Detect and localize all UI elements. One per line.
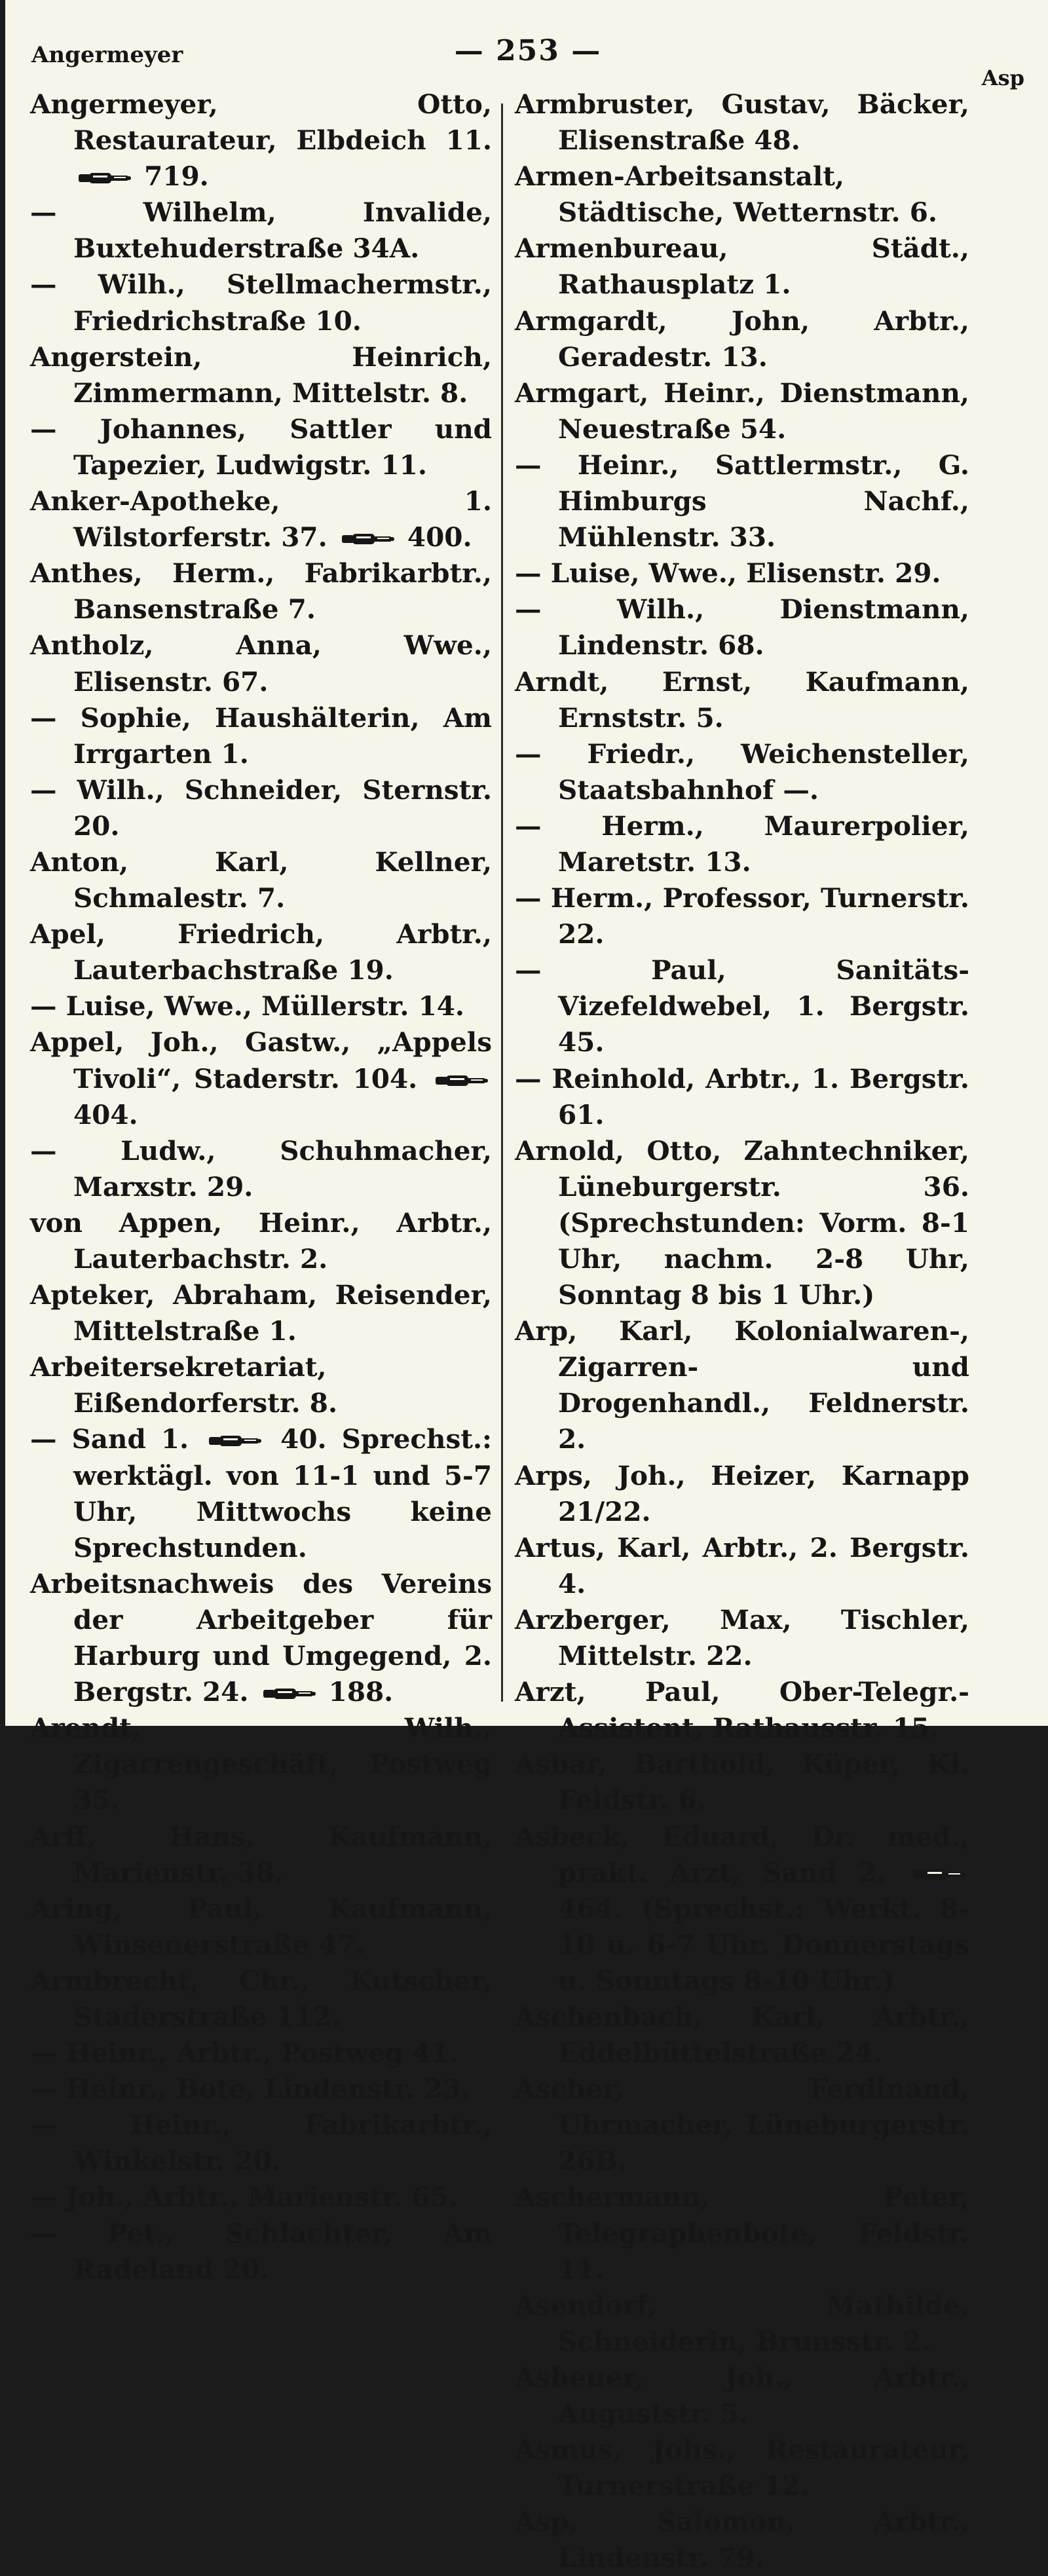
page-number: — 253 — [454, 34, 602, 67]
directory-entry [30, 2179, 492, 2215]
directory-entry [30, 1277, 492, 1349]
directory-entry [515, 952, 969, 1060]
directory-entry [515, 1999, 969, 2071]
entry-text: Appel, Joh., Gastw., „Appels Tivoli“, Staderstr. 104. [30, 1026, 492, 1094]
entry-text: Asp, Salomon, Arbtr., Lindenstr. 79. [515, 2506, 969, 2574]
directory-entry [30, 2216, 492, 2288]
header-last-entry: Asp [981, 65, 1024, 90]
directory-entry [30, 1710, 492, 1818]
entry-text: Asbar, Barthold, Küper, Kl. Feldstr. 6. [515, 1748, 969, 1816]
entry-text: — Joh., Arbtr., Marienstr. 65. [30, 2181, 458, 2213]
directory-entry [30, 2107, 492, 2179]
directory-entry [515, 2179, 969, 2287]
entry-text: Ascher, Ferdinand, Uhrmacher, Lüneburgerstr. 26B. [515, 2073, 969, 2177]
directory-entry [30, 700, 492, 772]
directory-entry [30, 483, 492, 555]
entry-text: Arbeitersekretariat, Eißendorferstr. 8. [30, 1351, 338, 1419]
header-first-entry: Angermeyer [31, 42, 183, 68]
entry-text: — Luise, Wwe., Müllerstr. 14. [30, 990, 465, 1022]
entry-text: — Heinr., Arbtr., Postweg 41. [30, 2037, 459, 2069]
directory-entry [515, 375, 969, 447]
directory-entry [30, 411, 492, 483]
entry-text: Apteker, Abraham, Reisender, Mittelstraße 1. [30, 1279, 492, 1347]
entry-text: Angerstein, Heinrich, Zimmermann, Mittelstr. 8. [30, 341, 492, 409]
left-column [30, 86, 492, 2288]
directory-entry [30, 916, 492, 988]
entry-text: — Reinhold, Arbtr., 1. Bergstr. 61. [515, 1062, 969, 1130]
directory-entry [30, 1566, 492, 1710]
entry-note: (Sprechst.: Werkt. 8-10 u. 6-7 Uhr. Donnerstags u. Sonntags 8-10 Uhr.) [558, 1892, 969, 1996]
directory-entry [30, 267, 492, 339]
entry-text: Asheuer, Joh., Arbtr., Auguststr. 5. [515, 2361, 969, 2429]
directory-entry [30, 1133, 492, 1205]
directory-entry [515, 1530, 969, 1602]
directory-entry [30, 555, 492, 627]
entry-text: Asbeck, Eduard, Dr. med., prakt. Arzt, Sand 2. [515, 1820, 969, 1888]
entry-text: Anthes, Herm., Fabrikarbtr., Bansenstraße 7. [30, 557, 492, 625]
entry-text: Aschenbach, Karl, Arbtr., Eddelbüttelstraße 24. [515, 2000, 969, 2069]
directory-entry [30, 1963, 492, 2035]
directory-entry [515, 1674, 969, 1746]
directory-entry [515, 159, 969, 231]
telephone-hand-icon [208, 1432, 261, 1449]
directory-entry [30, 1024, 492, 1132]
telephone-hand-icon [77, 170, 131, 187]
entry-text: von Appen, Heinr., Arbtr., Lauterbachstr. 2. [30, 1206, 492, 1275]
entry-text: — Ludw., Schuhmacher, Marxstr. 29. [30, 1134, 492, 1203]
directory-entry [30, 627, 492, 700]
right-column [515, 86, 969, 2576]
directory-entry [30, 195, 492, 267]
entry-text: Armgart, Heinr., Dienstmann, Neuestraße 54. [515, 377, 969, 445]
directory-entry [515, 1133, 969, 1313]
entry-text: Anker-Apotheke, 1. Wilstorferstr. 37. [30, 485, 492, 553]
directory-entry [515, 555, 969, 591]
entry-text: — Wilh., Stellmachermstr., Friedrichstraße 10. [30, 269, 492, 337]
directory-entry [515, 1458, 969, 1530]
entry-text: Arndt, Ernst, Kaufmann, Ernststr. 5. [515, 665, 969, 734]
phone-number: 188. [319, 1676, 394, 1708]
telephone-hand-icon [434, 1072, 488, 1089]
entry-text: — Wilh., Schneider, Sternstr. 20. [30, 774, 492, 842]
directory-entry [515, 2432, 969, 2504]
directory-entry [515, 1819, 969, 1999]
directory-entry [515, 736, 969, 808]
phone-number: 40. [265, 1423, 327, 1455]
directory-entry [515, 231, 969, 303]
directory-entry [515, 2360, 969, 2432]
entry-text: Arendt, Wilh., Zigarrengeschäft, Postweg 35. [30, 1712, 492, 1816]
directory-entry [515, 1313, 969, 1457]
entry-text: Armen-Arbeitsanstalt, Städtische, Wetternstr. 6. [515, 160, 938, 229]
entry-text: Arzberger, Max, Tischler, Mittelstr. 22. [515, 1603, 969, 1672]
directory-page [5, 0, 1048, 2574]
directory-entry [30, 844, 492, 916]
entry-text: Armbruster, Gustav, Bäcker, Elisenstraße 48. [515, 88, 969, 157]
directory-entry [515, 1746, 969, 1818]
entry-text: Anton, Karl, Kellner, Schmalestr. 7. [30, 846, 492, 914]
telephone-hand-icon [262, 1685, 316, 1702]
entry-text: — Heinr., Bote, Lindenstr. 23. [30, 2073, 470, 2105]
directory-entry [515, 1602, 969, 1674]
directory-entry [30, 1349, 492, 1421]
entry-text: — Herm., Maurerpolier, Maretstr. 13. [515, 810, 969, 878]
entry-text: Antholz, Anna, Wwe., Elisenstr. 67. [30, 629, 492, 698]
directory-entry [30, 988, 492, 1024]
phone-number: 400. [398, 521, 472, 553]
telephone-hand-icon [912, 1866, 965, 1883]
entry-text: Arp, Karl, Kolonialwaren-, Zigarren- und Drogenhandl., Feldnerstr. 2. [515, 1315, 969, 1455]
entry-text: — Herm., Professor, Turnerstr. 22. [515, 882, 969, 950]
directory-entry [30, 2071, 492, 2107]
directory-entry [30, 1421, 492, 1565]
entry-text: — Wilhelm, Invalide, Buxtehuderstraße 34A. [30, 196, 492, 265]
entry-text: Apel, Friedrich, Arbtr., Lauterbachstraße 19. [30, 918, 492, 986]
entry-text: — Sophie, Haushälterin, Am Irrgarten 1. [30, 701, 492, 770]
phone-number: 719. [135, 160, 209, 193]
entry-text: — Heinr., Sattlermstr., G. Himburgs Nachf., Mühlenstr. 33. [515, 449, 969, 553]
entry-text: — Wilh., Dienstmann, Lindenstr. 68. [515, 593, 969, 662]
entry-text: Asendorf, Mathilde, Schneiderin, Brunsstr. 2. [515, 2289, 969, 2357]
directory-entry [515, 303, 969, 375]
column-divider [501, 103, 503, 1702]
phone-number: 464. [558, 1892, 623, 1924]
entry-text: Asmus, Johs., Restaurateur, Turnerstraße 12. [515, 2434, 969, 2502]
page-header [31, 34, 1024, 90]
entry-text: — Paul, Sanitäts-Vizefeldwebel, 1. Bergstr. 45. [515, 954, 969, 1058]
directory-entry [30, 2035, 492, 2071]
directory-entry [515, 447, 969, 555]
phone-number: 404. [73, 1098, 138, 1130]
entry-text: Arnold, Otto, Zahntechniker, Lüneburgerstr. 36. (Sprechstunden: Vorm. 8-1 Uhr, nachm. 2-8 Uhr, Sonntag 8 bis 1 Uhr.) [515, 1134, 969, 1311]
directory-entry [30, 86, 492, 195]
entry-text: Aschermann, Peter, Telegraphenbote, Feldstr. 11. [515, 2181, 969, 2285]
entry-text: — Johannes, Sattler und Tapezier, Ludwigstr. 11. [30, 413, 492, 481]
directory-entry [30, 1891, 492, 1963]
entry-text: — Sand 1. [30, 1423, 204, 1455]
directory-entry [515, 591, 969, 663]
entry-text: — Luise, Wwe., Elisenstr. 29. [515, 557, 941, 589]
entry-text: Arff, Hans, Kaufmann, Marienstr. 38. [30, 1820, 492, 1888]
telephone-hand-icon [341, 531, 394, 548]
directory-entry [30, 772, 492, 844]
directory-entry [515, 2071, 969, 2179]
directory-entry [30, 1205, 492, 1277]
directory-entry [515, 2504, 969, 2576]
entry-text: Armenbureau, Städt., Rathausplatz 1. [515, 233, 969, 301]
entry-text: Armgardt, John, Arbtr., Geradestr. 13. [515, 305, 969, 373]
directory-entry [30, 1819, 492, 1891]
entry-note: Sprechst.: werktägl. von 11-1 und 5-7 Uhr, Mittwochs keine Sprechstunden. [73, 1423, 493, 1563]
entry-text: Aring, Paul, Kaufmann, Winsenerstraße 47. [30, 1892, 492, 1960]
directory-entry [515, 86, 969, 159]
entry-text: Arps, Joh., Heizer, Karnapp 21/22. [515, 1459, 969, 1527]
directory-entry [30, 339, 492, 411]
entry-text: Armbrecht, Chr., Kutscher, Staderstraße 112. [30, 1964, 492, 2032]
directory-entry [515, 808, 969, 880]
directory-entry [515, 664, 969, 736]
entry-text: — Friedr., Weichensteller, Staatsbahnhof —. [515, 737, 969, 806]
directory-entry [515, 2288, 969, 2360]
entry-text: Angermeyer, Otto, Restaurateur, Elbdeich 11. [30, 88, 492, 157]
entry-text: — Heinr., Fabrikarbtr., Winkelstr. 20. [30, 2109, 492, 2177]
directory-entry [515, 880, 969, 952]
entry-text: — Pet., Schlachter, Am Radeland 20. [30, 2217, 492, 2285]
entry-text: Arbeitsnachweis des Vereins der Arbeitgeber für Harburg und Umgegend, 2. Bergstr. 24. [30, 1567, 492, 1708]
directory-entry [515, 1061, 969, 1133]
entry-text: Artus, Karl, Arbtr., 2. Bergstr. 4. [515, 1531, 969, 1599]
entry-text: Arzt, Paul, Ober-Telegr.-Assistent, Rathausstr. 15. [515, 1676, 969, 1744]
